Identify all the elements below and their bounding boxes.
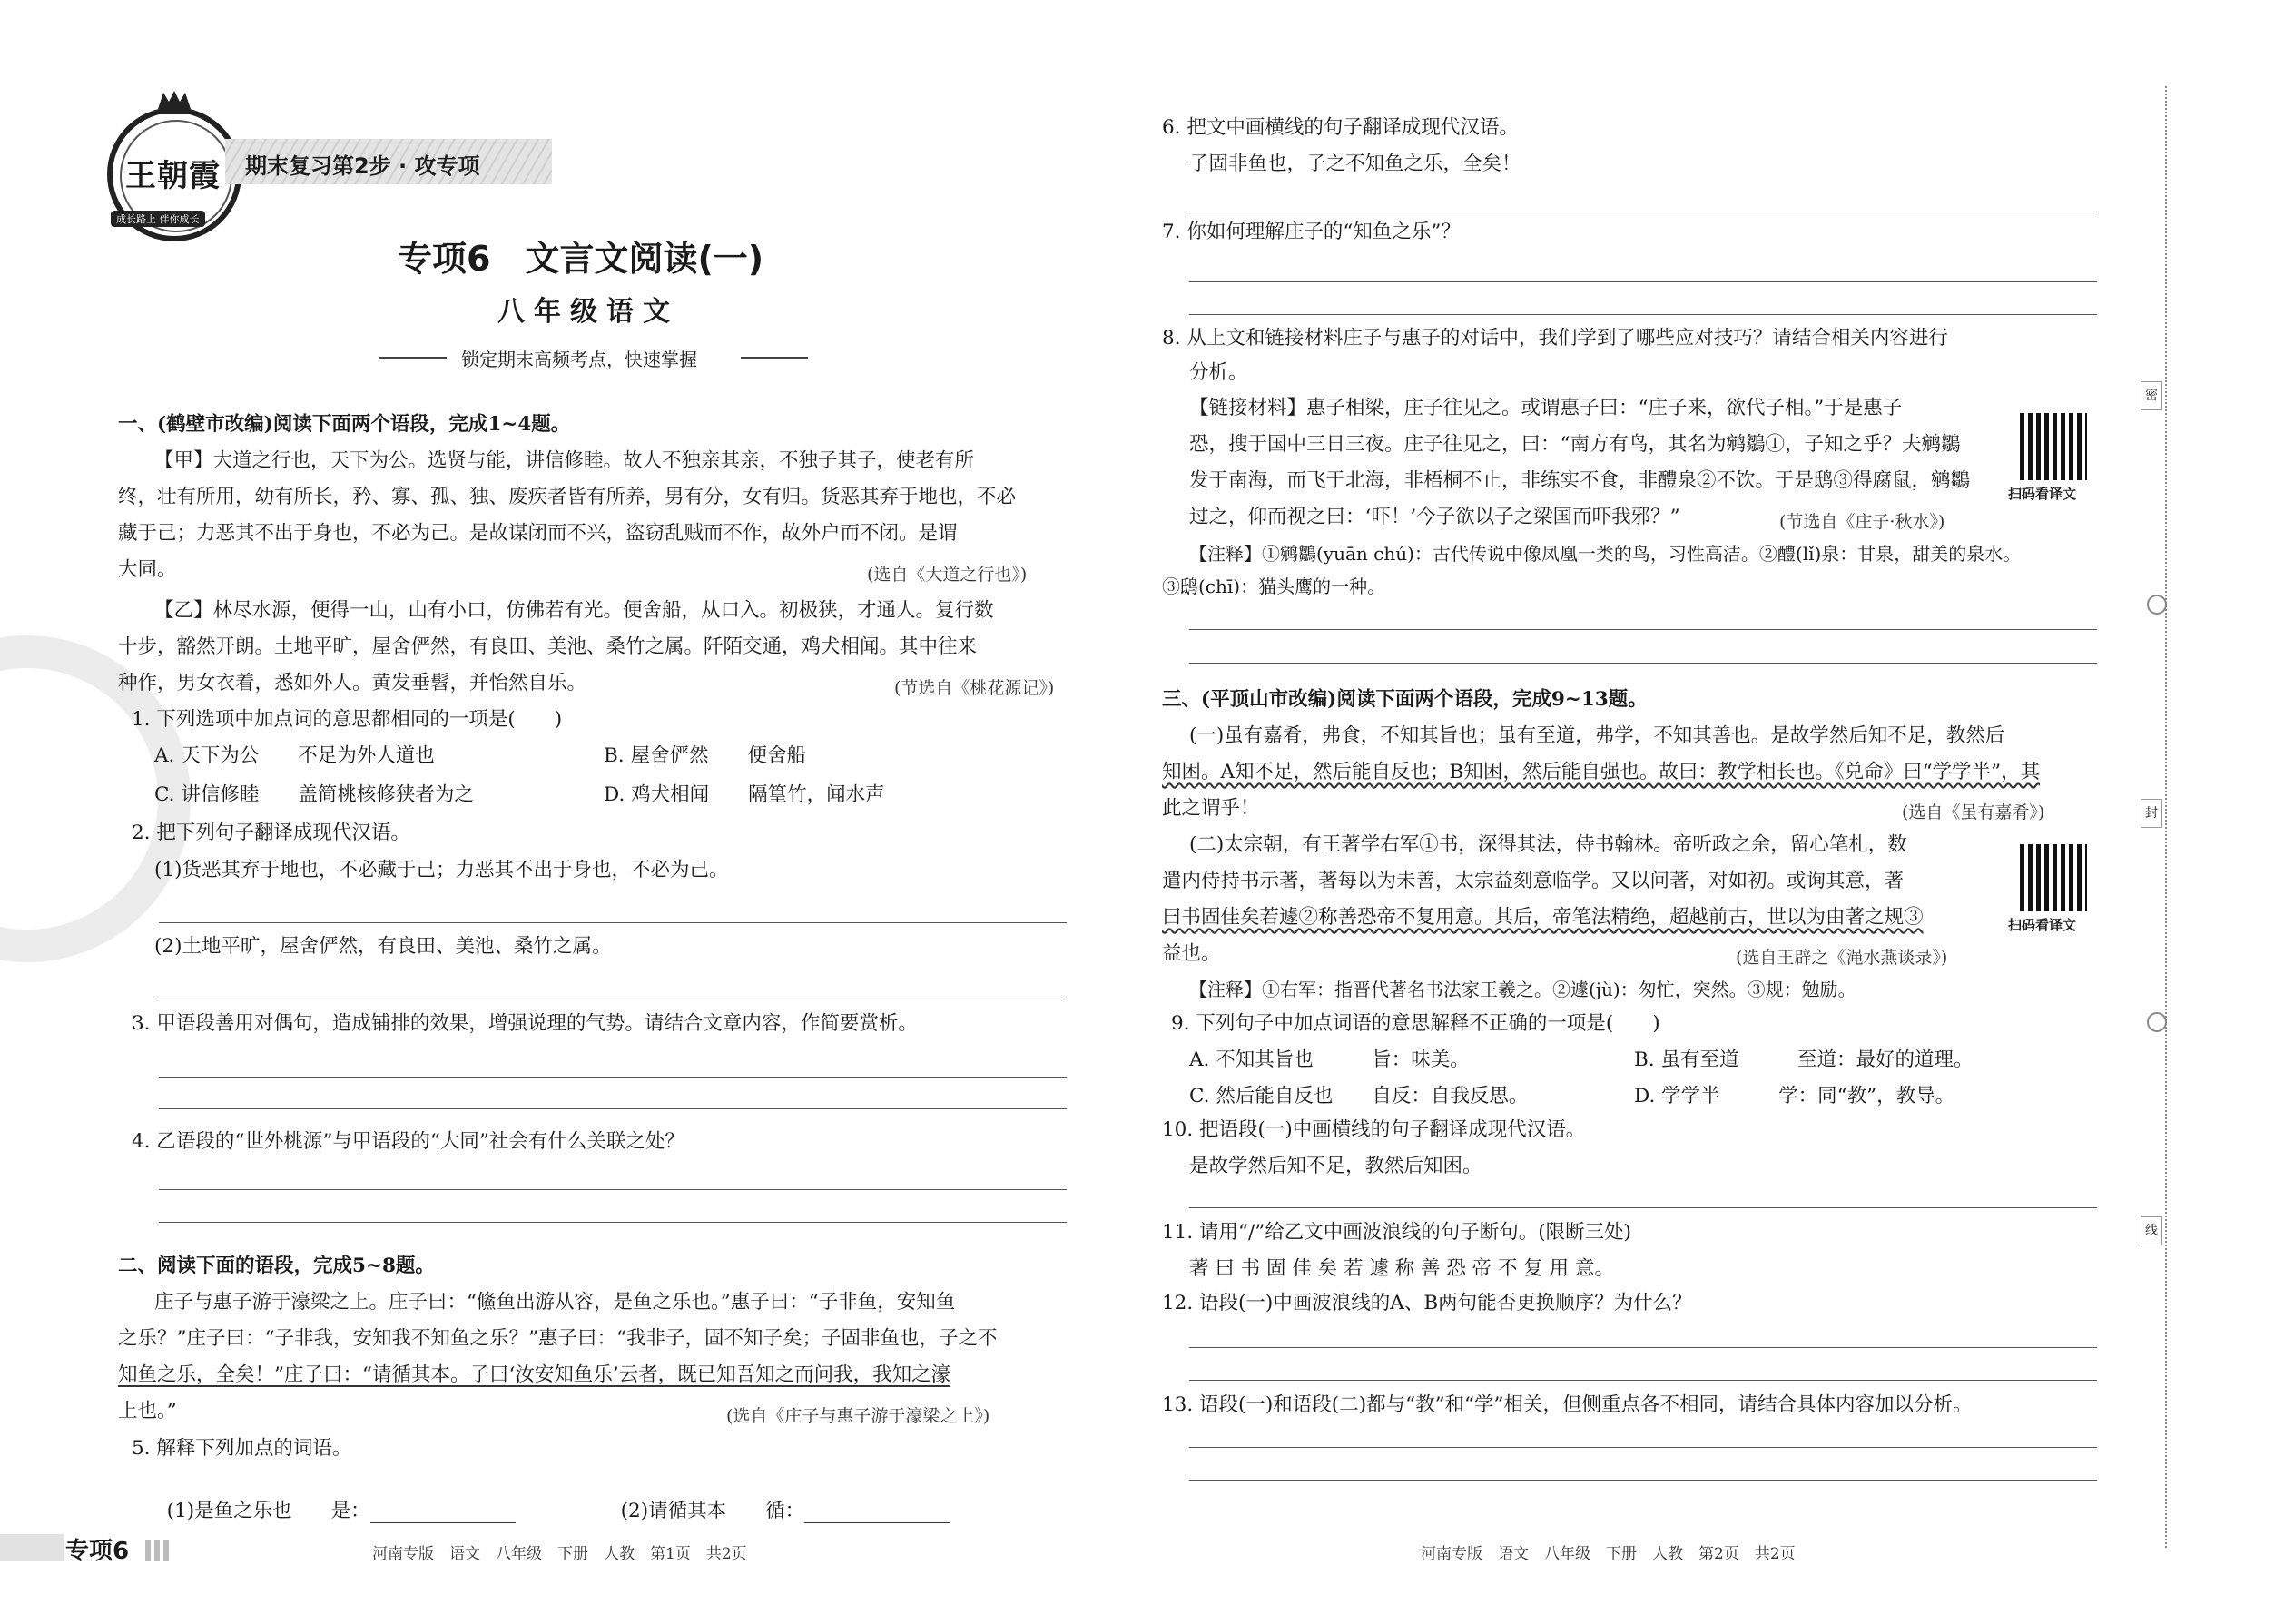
p2-line-2: 遣内侍持书示著，著每以为未善，太宗益刻意临学。又以问著，对如初。或询其意，著 [1162, 870, 1905, 892]
q2-item-2: (2)土地平旷，屋舍俨然，有良田、美池、桑竹之属。 [154, 935, 612, 958]
answer-line[interactable] [1189, 1380, 2097, 1381]
answer-line[interactable] [1189, 663, 2097, 664]
q6-stem: 6. 把文中画横线的句子翻译成现代汉语。 [1162, 116, 1519, 139]
p2-line-4: 益也。 [1162, 942, 1221, 965]
yi-source: (节选自《桃花源记》) [894, 678, 1055, 698]
q5-blank-2[interactable] [804, 1504, 950, 1523]
section-1-heading: 一、(鹤壁市改编)阅读下面两个语段，完成1~4题。 [118, 413, 571, 436]
q9-option-a[interactable]: A. 不知其旨也 旨：味美。 [1189, 1048, 1470, 1071]
zz-line-2: 之乐？”庄子曰：“子非我，安知我不知鱼之乐？”惠子曰：“我非子，固不知子矣；子固非鱼也，子之不 [118, 1327, 998, 1350]
qr-code-2[interactable] [2020, 844, 2087, 911]
q1-stem: 1. 下列选项中加点词的意思都相同的一项是( ) [132, 708, 563, 731]
zz-source: (选自《庄子与惠子游于濠梁之上》) [726, 1406, 990, 1426]
tagline-rule-left [379, 357, 447, 359]
p1-source: (选自《虽有嘉肴》) [1902, 802, 2045, 822]
answer-line[interactable] [159, 1108, 1067, 1109]
yi-line-3: 种作，男女衣着，悉如外人。黄发垂髫，并怡然自乐。 [118, 672, 587, 694]
tagline: 锁定期末高频考点，快速掌握 [461, 349, 697, 370]
q5-blank-1[interactable] [370, 1504, 516, 1523]
q8-stem-cont: 分析。 [1189, 361, 1248, 384]
jia-line-4: 大同。 [118, 558, 177, 581]
q1-option-c[interactable]: C. 讲信修睦 盖简桃核修狭者为之 [154, 783, 474, 806]
jia-line-1: 【甲】大道之行也，天下为公。选贤与能，讲信修睦。故人不独亲其亲，不独子其子，使老有所 [154, 449, 975, 472]
q9-option-b[interactable]: B. 虽有至道 至道：最好的道理。 [1634, 1048, 1974, 1071]
p1-line-3: 此之谓乎！ [1162, 797, 1260, 820]
binding-circle-icon [2147, 595, 2167, 615]
note-1-line-2: ③鸱(chī)：猫头鹰的一种。 [1162, 576, 1386, 597]
footer-dots [145, 1540, 172, 1561]
answer-line[interactable] [1189, 1480, 2097, 1481]
yi-line-2: 十步，豁然开朗。土地平旷，屋舍俨然，有良田、美池、桑竹之属。阡陌交通，鸡犬相闻。其中往来 [118, 635, 978, 658]
brand-subtitle: 成长路上 伴你成长 [111, 211, 205, 227]
q2-stem: 2. 把下列句子翻译成现代汉语。 [132, 822, 410, 844]
brand-name: 王朝霞 [125, 158, 221, 194]
answer-line[interactable] [1189, 1447, 2097, 1448]
qr-label-2: 扫码看译文 [2008, 917, 2077, 933]
qr-code-1[interactable] [2020, 413, 2087, 480]
banner-text: 期末复习第2步 · 攻专项 [245, 153, 480, 179]
binding-circle-icon [2147, 1012, 2167, 1032]
zz-line-1: 庄子与惠子游于濠梁之上。庄子曰：“鯈鱼出游从容，是鱼之乐也。”惠子曰：“子非鱼，安知鱼 [154, 1291, 956, 1314]
q11-stem: 11. 请用“/”给乙文中画波浪线的句子断句。(限断三处) [1162, 1221, 1632, 1244]
q6-sentence: 子固非鱼也，子之不知鱼之乐，全矣！ [1189, 153, 1521, 175]
q11-sentence[interactable]: 著 曰 书 固 佳 矣 若 遽 称 善 恐 帝 不 复 用 意。 [1189, 1257, 1615, 1280]
q5-item-1 [154, 1476, 516, 1523]
answer-line[interactable] [1189, 629, 2097, 630]
q1-option-d[interactable]: D. 鸡犬相闻 隔篁竹，闻水声 [604, 783, 885, 806]
p1-line-2: 知困。A知不足，然后能自反也；B知困，然后能自强也。故曰：教学相长也。《兑命》曰“学学半”，其 [1162, 761, 2041, 783]
q5-item-2 [608, 1476, 950, 1523]
p2-line-3: 曰书固佳矣若遽②称善恐帝不复用意。其后，帝笔法精绝，超越前古，世以为由著之规③ [1162, 906, 1924, 929]
page-title: 专项6 文言文阅读(一) [398, 239, 764, 279]
q8-stem: 8. 从上文和链接材料庄子与惠子的对话中，我们学到了哪些应对技巧？请结合相关内容进行 [1162, 327, 1948, 349]
q10-stem: 10. 把语段(一)中画横线的句子翻译成现代汉语。 [1162, 1118, 1586, 1141]
q7-stem: 7. 你如何理解庄子的“知鱼之乐”？ [1162, 221, 1461, 243]
tagline-rule-right [741, 357, 808, 359]
jia-line-3: 藏于己；力恶其不出于身也，不必为己。是故谋闭而不兴，盗窃乱贼而不作，故外户而不闭。是谓 [118, 522, 958, 545]
footer-tag-bg [0, 1534, 64, 1561]
q1-option-a[interactable]: A. 天下为公 不足为外人道也 [154, 744, 435, 767]
crown-icon [156, 89, 192, 114]
p1-line-1: (一)虽有嘉肴，弗食，不知其旨也；虽有至道，弗学，不知其善也。是故学然后知不足，教然后 [1189, 724, 2005, 747]
answer-line[interactable] [1189, 314, 2097, 315]
p2-line-1: (二)太宗朝，有王著学右军①书，深得其法，侍书翰林。帝听政之余，留心笔札，数 [1189, 833, 1907, 856]
note-1-line-1: 【注释】①鹓鶵(yuān chú)：古代传说中像凤凰一类的鸟，习性高洁。②醴(lǐ)泉：甘泉，甜美的泉水。 [1189, 543, 2022, 565]
footer-left: 河南专版 语文 八年级 下册 人教 第1页 共2页 [372, 1545, 747, 1563]
section-3-heading: 三、(平顶山市改编)阅读下面两个语段，完成9~13题。 [1162, 688, 1648, 711]
binding-dotted-line [2165, 86, 2167, 1548]
link-line-3: 发于南海，而飞于北海，非梧桐不止，非练实不食，非醴泉②不饮。于是鸱③得腐鼠，鹓鶵 [1189, 469, 1971, 492]
qr-label-1: 扫码看译文 [2008, 486, 2077, 502]
q5-item-1-label: (1)是鱼之乐也 是： [166, 1500, 370, 1522]
page-subtitle: 八年级语文 [497, 296, 679, 328]
q3-stem: 3. 甲语段善用对偶句，造成铺排的效果，增强说理的气势。请结合文章内容，作简要赏析。 [132, 1012, 918, 1035]
jia-line-2: 终，壮有所用，幼有所长，矜、寡、孤、独、废疾者皆有所养，男有分，女有归。货恶其弃于地也，不必 [118, 486, 1017, 508]
answer-line[interactable] [1189, 1347, 2097, 1348]
zz-line-4: 上也。” [118, 1400, 177, 1422]
zz-line-3: 知鱼之乐，全矣！”庄子曰：“请循其本。子曰‘汝安知鱼乐’云者，既已知吾知之而问我，我知之濠 [118, 1363, 951, 1386]
binding-tab-2: 封 [2141, 799, 2162, 828]
answer-line[interactable] [159, 922, 1067, 923]
q12-stem: 12. 语段(一)中画波浪线的A、B两句能否更换顺序？为什么？ [1162, 1292, 1692, 1314]
binding-tab-1: 密 [2141, 381, 2162, 410]
footer-right: 河南专版 语文 八年级 下册 人教 第2页 共2页 [1421, 1545, 1796, 1563]
answer-line[interactable] [159, 1077, 1067, 1078]
footer-section-tag: 专项6 [65, 1538, 130, 1565]
q2-item-1: (1)货恶其弃于地也，不必藏于己；力恶其不出于身也，不必为己。 [154, 859, 729, 881]
binding-tab-3: 线 [2141, 1216, 2162, 1245]
q10-sentence: 是故学然后知不足，教然后知困。 [1189, 1155, 1482, 1177]
q9-stem: 9. 下列句子中加点词语的意思解释不正确的一项是( ) [1171, 1012, 1660, 1035]
link-line-1: 【链接材料】惠子相梁，庄子往见之。或谓惠子曰：“庄子来，欲代子相。”于是惠子 [1189, 397, 1903, 419]
q4-stem: 4. 乙语段的“世外桃源”与甲语段的“大同”社会有什么关联之处？ [132, 1130, 684, 1153]
q13-stem: 13. 语段(一)和语段(二)都与“教”和“学”相关，但侧重点各不相同，请结合具体内容加以分析。 [1162, 1393, 1973, 1416]
q5-item-2-label: (2)请循其本 循： [620, 1500, 805, 1522]
q1-option-b[interactable]: B. 屋舍俨然 便舍船 [604, 744, 806, 767]
answer-line[interactable] [1189, 281, 2097, 282]
q9-option-c[interactable]: C. 然后能自反也 自反：自我反思。 [1189, 1085, 1529, 1107]
answer-line[interactable] [159, 1222, 1067, 1223]
link-line-2: 恐，搜于国中三日三夜。庄子往见之，曰：“南方有鸟，其名为鹓鶵①，子知之乎？夫鹓鶵 [1189, 433, 1961, 456]
p2-source: (选自王辟之《渑水燕谈录》) [1736, 948, 1948, 968]
q5-stem: 5. 解释下列加点的词语。 [132, 1437, 352, 1460]
section-2-heading: 二、阅读下面的语段，完成5~8题。 [118, 1255, 435, 1277]
q9-option-d[interactable]: D. 学学半 学：同“教”，教导。 [1634, 1085, 1955, 1107]
note-2: 【注释】①右军：指晋代著名书法家王羲之。②遽(jù)：匆忙，突然。③规：勉励。 [1189, 979, 1856, 1000]
answer-line[interactable] [1189, 1207, 2097, 1208]
link-line-4: 过之，仰而视之曰：‘吓！’今子欲以子之梁国而吓我邪？” [1189, 506, 1680, 528]
jia-source: (选自《大道之行也》) [867, 565, 1028, 585]
yi-line-1: 【乙】林尽水源，便得一山，山有小口，仿佛若有光。便舍船，从口入。初极狭，才通人。复行数 [154, 599, 994, 622]
answer-line[interactable] [159, 1189, 1067, 1190]
link-source: (节选自《庄子·秋水》) [1779, 512, 1945, 532]
